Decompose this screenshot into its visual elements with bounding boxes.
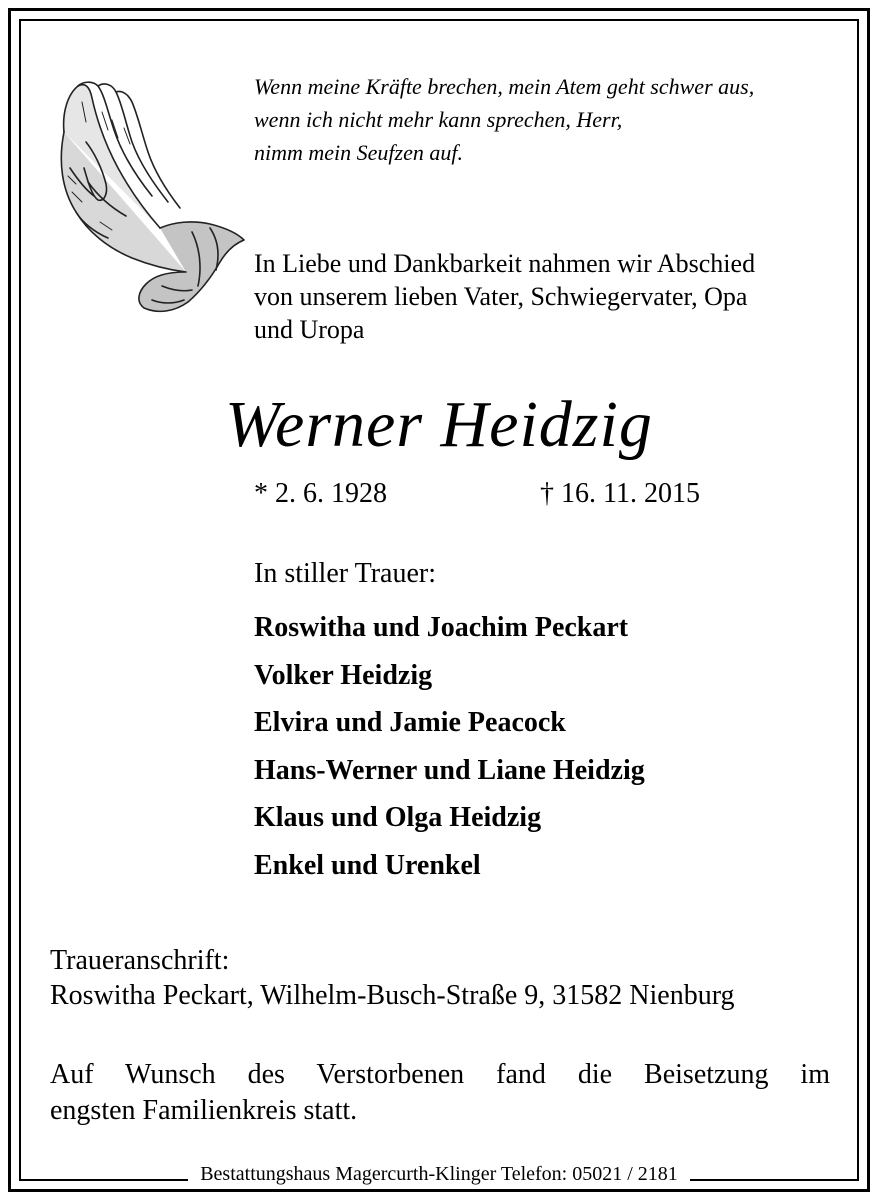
mourning-heading: In stiller Trauer: (254, 558, 436, 589)
address-value: Roswitha Peckart, Wilhelm-Busch-Straße 9, 31582 Nienburg (50, 980, 735, 1011)
note-line: Auf Wunsch des Verstorbenen fand die Beisetzung im (50, 1059, 830, 1090)
mourner-name: Volker Heidzig (254, 659, 433, 691)
funeral-note (50, 1057, 830, 1129)
verse (254, 70, 754, 169)
deceased-name: Werner Heidzig (225, 388, 653, 461)
funeral-home-contact: Bestattungshaus Magercurth-Klinger Telefon: 05021 / 2181 (188, 1163, 690, 1185)
intro-text (254, 247, 844, 346)
intro-line: von unserem lieben Vater, Schwiegervater, Opa (254, 282, 748, 311)
mourner-name: Klaus und Olga Heidzig (254, 802, 542, 833)
verse-line: wenn ich nicht mehr kann sprechen, Herr, (254, 107, 623, 132)
death-date: † 16. 11. 2015 (540, 478, 700, 509)
mourner-name: Elvira und Jamie Peacock (254, 707, 566, 738)
intro-line: und Uropa (254, 315, 365, 344)
footer (0, 1161, 878, 1187)
mourner-name: Roswitha und Joachim Peckart (254, 612, 629, 643)
praying-hands-icon (42, 72, 246, 320)
address-label: Traueranschrift: (50, 945, 230, 976)
intro-line: In Liebe und Dankbarkeit nahmen wir Abschied (254, 249, 756, 278)
mourner-name: Enkel und Urenkel (254, 849, 481, 881)
note-line: engsten Familienkreis statt. (50, 1095, 358, 1126)
mourner-name: Hans-Werner und Liane Heidzig (254, 754, 645, 786)
verse-line: Wenn meine Kräfte brechen, mein Atem geht schwer aus, (254, 74, 755, 99)
verse-line: nimm mein Seufzen auf. (254, 140, 463, 165)
birth-date: * 2. 6. 1928 (254, 478, 387, 509)
mourners-list (254, 604, 645, 889)
